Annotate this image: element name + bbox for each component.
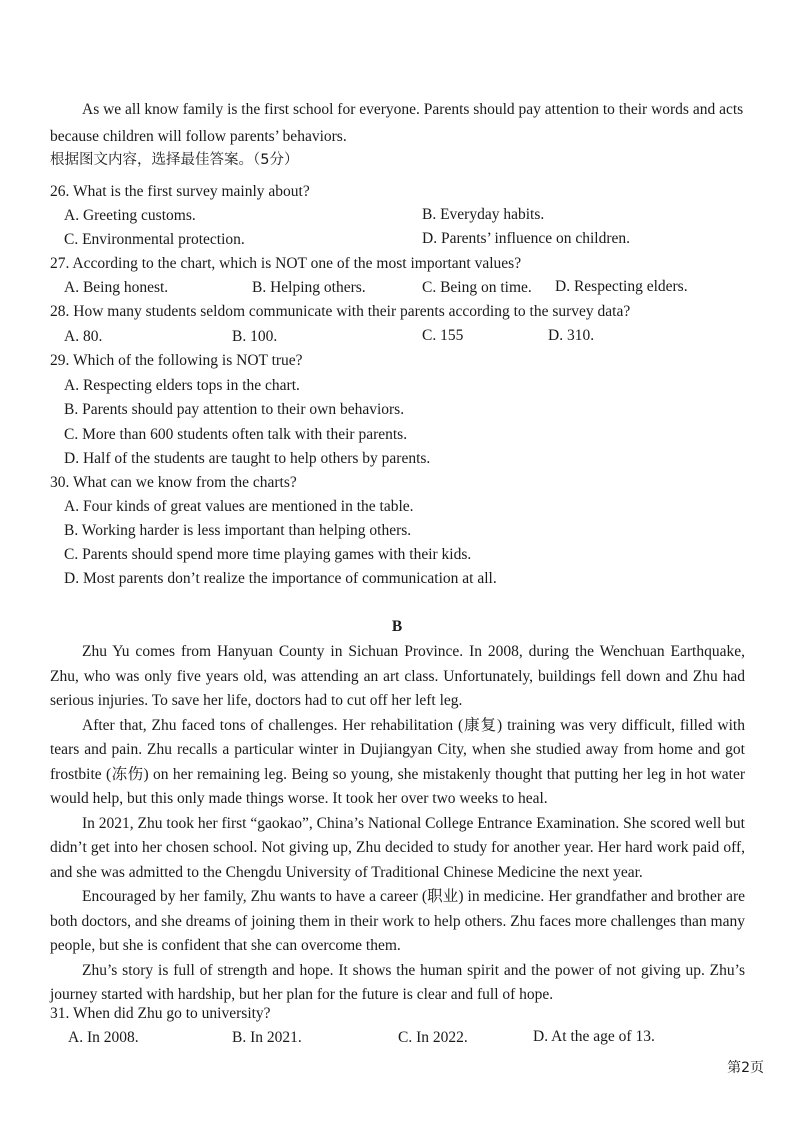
q28-option-c: C. 155	[422, 327, 464, 344]
q29-option-c: C. More than 600 students often talk with their parents.	[64, 426, 408, 443]
q27-option-d: D. Respecting elders.	[555, 278, 688, 295]
q26-option-d: D. Parents’ influence on children.	[422, 230, 631, 247]
q31-option-b: B. In 2021.	[232, 1029, 302, 1046]
q30-option-c: C. Parents should spend more time playing games with their kids.	[64, 546, 472, 563]
q30-option-b: B. Working harder is less important than helping others.	[64, 522, 412, 539]
intro-line-1: As we all know family is the first school for everyone. Parents should pay attention to their words and acts	[82, 101, 744, 118]
question-29-stem: 29. Which of the following is NOT true?	[50, 352, 303, 369]
q29-option-b: B. Parents should pay attention to their own behaviors.	[64, 401, 405, 418]
q28-option-a: A. 80.	[64, 328, 103, 345]
q31-option-d: D. At the age of 13.	[533, 1028, 655, 1045]
q27-option-c: C. Being on time.	[422, 279, 532, 296]
q26-option-a: A. Greeting customs.	[64, 207, 196, 224]
q31-option-a: A. In 2008.	[68, 1029, 139, 1046]
q30-option-d: D. Most parents don’t realize the importance of communication at all.	[64, 570, 497, 587]
passage-paragraph-2: After that, Zhu faced tons of challenges. Her rehabilitation (康复) training was very difficult, filled with tears and pain. Zhu recalls a particular winter in Dujiangyan City, when she studied away from home and got frostbite (冻伤) on her remaining leg. Being so young, she mistakenly thought that putting her leg in hot water would help, but this only made things worse. It took her over two weeks to heal.	[50, 716, 745, 807]
question-31-stem: 31. When did Zhu go to university?	[50, 1005, 271, 1022]
q29-option-a: A. Respecting elders tops in the chart.	[64, 377, 300, 394]
q27-option-b: B. Helping others.	[252, 279, 366, 296]
question-30-stem: 30. What can we know from the charts?	[50, 474, 297, 491]
passage-paragraph-3: In 2021, Zhu took her first “gaokao”, China’s National College Entrance Examination. She scored well but didn’t get into her chosen school. Not giving up, Zhu decided to study for another year. Her hard work paid off, and she was admitted to the Chengdu University of Traditional Chinese Medicine the next year.	[50, 814, 745, 881]
question-27-stem: 27. According to the chart, which is NOT one of the most important values?	[50, 255, 522, 272]
instruction: 根据图文内容，选择最佳答案。（5分）	[50, 152, 299, 168]
q26-option-c: C. Environmental protection.	[64, 231, 245, 248]
passage-paragraph-4: Encouraged by her family, Zhu wants to have a career (职业) in medicine. Her grandfather and brother are both doctors, and she dreams of joining them in their work to help others. Zhu faces more challenges than many people, but she is confident that she can overcome them.	[50, 888, 745, 954]
q28-option-d: D. 310.	[548, 327, 595, 344]
passage-paragraph-1: Zhu Yu comes from Hanyuan County in Sichuan Province. In 2008, during the Wenchuan Earthquake, Zhu, who was only five years old, was attending an art class. Unfortunately, buildings fell down and Zhu had serious injuries. To save her life, doctors had to cut off her left leg.	[50, 643, 745, 709]
q29-option-d: D. Half of the students are taught to help others by parents.	[64, 450, 431, 467]
page-number: 第2页	[727, 1060, 764, 1076]
q27-option-a: A. Being honest.	[64, 279, 169, 296]
question-28-stem: 28. How many students seldom communicate with their parents according to the survey data?	[50, 303, 631, 320]
q28-option-b: B. 100.	[232, 328, 278, 345]
passage-b	[50, 640, 745, 1008]
q30-option-a: A. Four kinds of great values are mentioned in the table.	[64, 498, 414, 515]
section-b-title: B	[391, 618, 403, 635]
q26-option-b: B. Everyday habits.	[422, 206, 545, 223]
passage-paragraph-5: Zhu’s story is full of strength and hope. It shows the human spirit and the power of not giving up. Zhu’s journey started with hardship, but her plan for the future is clear and full of hope.	[50, 961, 745, 1003]
intro-line-2: because children will follow parents’ behaviors.	[50, 128, 347, 145]
question-26-stem: 26. What is the first survey mainly about?	[50, 183, 310, 200]
q31-option-c: C. In 2022.	[398, 1029, 468, 1046]
